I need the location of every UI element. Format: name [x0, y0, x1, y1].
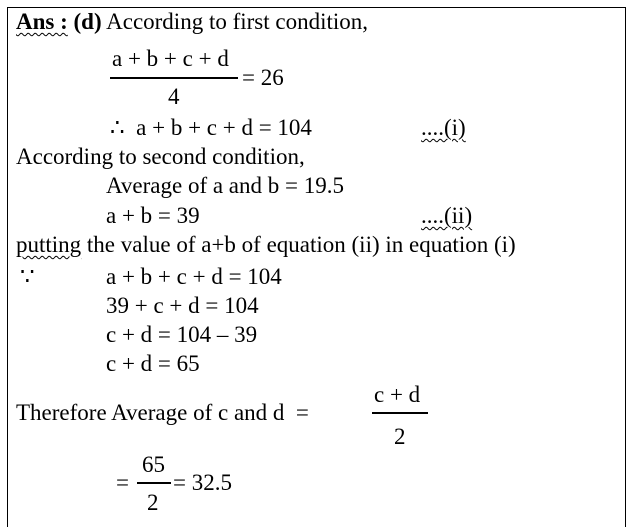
average-ab-line: Average of a and b = 19.5 [106, 173, 344, 198]
conclusion-text: Therefore Average of c and d = [16, 400, 309, 425]
eq1-denominator: 4 [168, 84, 180, 109]
answer-heading [16, 10, 368, 33]
eq1-equals: = 26 [242, 65, 284, 90]
step-line-4: c + d = 65 [106, 351, 200, 376]
final-equals: = [116, 470, 129, 495]
substitution-line [16, 233, 516, 256]
eq2-tag: ....(i) [421, 115, 466, 140]
second-condition-heading: According to second condition, [16, 144, 305, 169]
putting-word: putting [16, 232, 82, 257]
eq-ii-tag: ....(ii) [421, 203, 473, 228]
conclusion-numerator: c + d [374, 382, 421, 407]
substitution-rest: the value of a+b of equation (ii) in equation (i) [81, 232, 516, 257]
answer-label: Ans : [16, 9, 68, 34]
step-line-2: 39 + c + d = 104 [106, 293, 259, 318]
eq1-numerator: a + b + c + d [112, 46, 229, 71]
final-numerator: 65 [142, 452, 165, 477]
because-symbol: ∵ [20, 264, 35, 289]
sum-ab-line: a + b = 39 [106, 203, 200, 228]
conclusion-fraction-bar [372, 412, 428, 414]
final-result: = 32.5 [173, 470, 232, 495]
final-denominator: 2 [147, 490, 159, 515]
eq1-fraction-bar [110, 77, 238, 79]
first-condition-text: According to first condition, [106, 9, 369, 34]
final-fraction-bar [137, 482, 171, 484]
conclusion-denominator: 2 [394, 424, 406, 449]
step-line-3: c + d = 104 – 39 [106, 322, 258, 347]
eq2-line: ∴ a + b + c + d = 104 [110, 115, 312, 140]
step-line-1: a + b + c + d = 104 [106, 264, 282, 289]
answer-option: (d) [73, 9, 102, 34]
answer-box [7, 7, 626, 527]
